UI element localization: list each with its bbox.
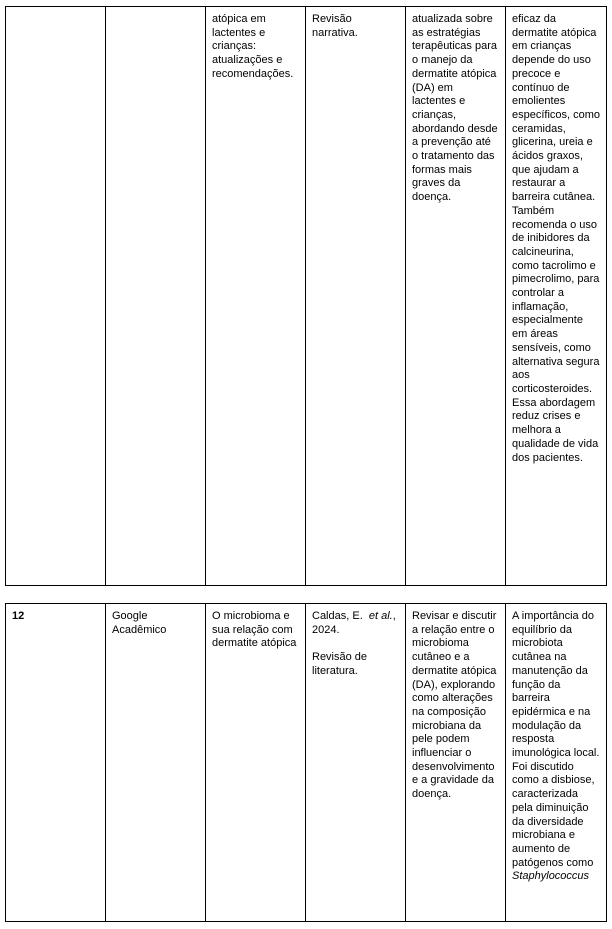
cell-title: atópica em lactentes e crianças: atualizações e recomendações. xyxy=(206,7,306,586)
table-row xyxy=(6,604,607,922)
authors-line xyxy=(312,610,400,637)
cell-number xyxy=(6,7,106,586)
year-text: , 2024. xyxy=(312,610,396,636)
cell-objective: Revisar e discutir a relação entre o microbioma cutâneo e a dermatite atópica (DA), explorando como alterações na composição microbiana da pele podem influenciar o desenvolvimento e a gravidade da doença. xyxy=(406,604,506,922)
cell-results xyxy=(506,604,607,922)
results-table-continued xyxy=(5,6,607,586)
cell-database xyxy=(106,7,206,586)
table-row xyxy=(6,7,607,586)
cell-database: Google Acadêmico xyxy=(106,604,206,922)
cell-title: O microbioma e sua relação com dermatite atópica xyxy=(206,604,306,922)
results-text: A importância do equilíbrio da microbiota cutânea na manutenção da função da barreira epidérmica e na modulação da resposta imunológica local. Foi discutido como a disbiose, caracterizada pela diminuição da diversidade microbiana e aumento de patógenos como xyxy=(512,610,600,869)
cell-study-type: Revisão narrativa. xyxy=(306,7,406,586)
et-al-text: et al. xyxy=(368,610,393,622)
authors-text: Caldas, E. xyxy=(312,610,363,622)
cell-authors xyxy=(306,604,406,922)
results-italic-text: Staphylococcus xyxy=(512,870,590,883)
study-type-text: Revisão de literatura. xyxy=(312,651,368,677)
results-table-row-12 xyxy=(5,603,607,922)
cell-objective: atualizada sobre as estratégias terapêuticas para o manejo da dermatite atópica (DA) em lactentes e crianças, abordando desde a prevenção até o tratamento das formas mais graves da doença. xyxy=(406,7,506,586)
cell-results: eficaz da dermatite atópica em crianças depende do uso precoce e contínuo de emolientes específicos, como ceramidas, glicerina, ureia e ácidos graxos, que ajudam a restaurar a barreira cutânea. Também recomenda o uso de inibidores da calcineurina, como tacrolimo e pimecrolimo, para controlar a inflamação, especialmente em áreas sensíveis, como alternativa segura aos corticosteroides. Essa abordagem reduz crises e melhora a qualidade de vida dos pacientes. xyxy=(506,7,607,586)
cell-number: 12 xyxy=(6,604,106,922)
